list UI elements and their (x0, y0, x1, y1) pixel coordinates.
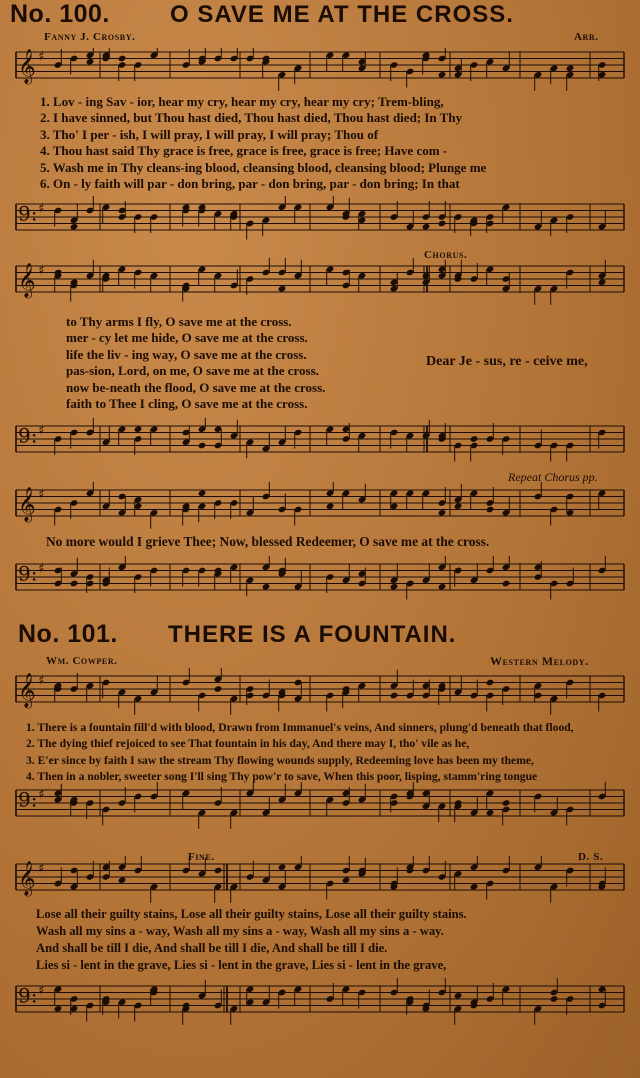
verse-1: 1. There is a fountain fill'd with blood, Drawn from Immanuel's veins, And sinners, plung'd beneath that flood, (26, 721, 574, 734)
hymn-101-line2 (36, 906, 467, 974)
verse-3: 3. E'er since by faith I saw the stream Thy flowing wounds supply, Redeeming love has been my theme, (26, 753, 534, 767)
chorus-label: Chorus. (424, 249, 468, 261)
svg-text:♯: ♯ (38, 673, 45, 689)
line2-verse-6: faith to Thee I cling, O save me at the cross. (66, 396, 308, 412)
hymn-101-verse-lines (26, 720, 574, 786)
line2-verse-1: Lose all their guilty stains, Lose all their guilty stains, Lose all their guilty stains. (36, 907, 467, 921)
verse-4: 4. Then in a nobler, sweeter song I'll sing Thy pow'r to save, When this poor, lisping, stamm'ring tongue (26, 770, 538, 784)
svg-text:𝄞: 𝄞 (18, 861, 36, 896)
verse-5: 5. Wash me in Thy cleans-ing blood, cleansing blood, cleansing blood; Plunge me (40, 159, 487, 175)
line2-verse-3: And shall be till I die, And shall be till I die, And shall be till I die. (36, 941, 388, 955)
svg-text:9:: 9: (18, 787, 38, 812)
hymn-100-title: O SAVE ME AT THE CROSS. (170, 1, 514, 28)
verse-3: 3. Tho' I per - ish, I will pray, I will pray, I will pray; Thou of (40, 126, 379, 142)
line2-verse-2: mer - cy let me hide, O save me at the cross. (66, 330, 308, 346)
svg-text:𝄞: 𝄞 (18, 487, 36, 522)
hymn-100-author: Fanny J. Crosby. (44, 31, 136, 43)
svg-text:♯: ♯ (38, 861, 45, 877)
hymn-100-system-1-bass (0, 196, 640, 242)
hymn-101-author: Wm. Cowper. (46, 655, 118, 667)
svg-text:♯: ♯ (38, 201, 45, 217)
verse-4: 4. Thou hast said Thy grace is free, grace is free, grace is free; Have com - (40, 143, 448, 159)
svg-text:♯: ♯ (38, 787, 45, 803)
svg-text:9:: 9: (18, 423, 38, 448)
svg-text:♯: ♯ (38, 561, 45, 577)
line2-verse-2: Wash all my sins a - way, Wash all my sins a - way, Wash all my sins a - way. (36, 924, 444, 938)
hymn-100-system-3-bass (0, 556, 640, 606)
svg-text:𝄞: 𝄞 (18, 49, 36, 84)
line2-verse-4: Lies si - lent in the grave, Lies si - lent in the grave, Lies si - lent in the grave, (36, 958, 447, 972)
hymn-101-system-1-bass (0, 782, 640, 832)
chorus-start-lyric: Dear Je - sus, re - ceive me, (426, 354, 588, 369)
hymn-101-system-1-treble (0, 668, 640, 718)
hymn-101-tune: Western Melody. (490, 654, 589, 668)
svg-text:♯: ♯ (38, 487, 45, 503)
hymn-100-system-2-treble (0, 258, 640, 308)
verse-1: 1. Lov - ing Sav - ior, hear my cry, hear my cry, hear my cry; Trem-bling, (40, 94, 444, 109)
svg-text:9:: 9: (18, 201, 38, 226)
verse-2: 2. The dying thief rejoiced to see That fountain in his day, And there may I, tho' vile as he, (26, 737, 470, 751)
hymn-100-system-2-bass (0, 418, 640, 468)
hymn-100-verse-lines (40, 94, 486, 192)
svg-text:♯: ♯ (38, 263, 45, 279)
line2-verse-3: life the liv - ing way, O save me at the cross. (66, 346, 307, 362)
hymn-100-system-1-treble (0, 48, 640, 94)
chorus-end-lyric: No more would I grieve Thee; Now, blessed Redeemer, O save me at the cross. (46, 534, 490, 549)
svg-text:𝄞: 𝄞 (18, 673, 36, 708)
line2-verse-4: pas-sion, Lord, on me, O save me at the cross. (66, 363, 319, 379)
verse-2: 2. I have sinned, but Thou hast died, Thou hast died, Thou hast died; In Thy (40, 110, 463, 126)
svg-text:♯: ♯ (38, 983, 45, 999)
verse-6: 6. On - ly faith will par - don bring, par - don bring, par - don bring; In that (40, 176, 460, 192)
svg-text:9:: 9: (18, 983, 38, 1008)
svg-text:♯: ♯ (38, 49, 45, 65)
svg-text:♯: ♯ (38, 423, 45, 439)
line2-verse-5: now be-neath the flood, O save me at the cross. (66, 379, 326, 395)
ds-label: D. S. (578, 851, 604, 863)
hymn-100-system-3-treble (0, 482, 640, 532)
svg-text:𝄞: 𝄞 (18, 263, 36, 298)
line2-verse-1: to Thy arms I fly, O save me at the cross. (66, 314, 292, 329)
hymn-101-title: THERE IS A FOUNTAIN. (168, 621, 457, 648)
hymn-101-system-2-bass (0, 978, 640, 1028)
hymn-100-line2 (66, 314, 325, 412)
svg-text:9:: 9: (18, 561, 38, 586)
hymn-101-system-2-treble (0, 856, 640, 906)
repeat-chorus-label: Repeat Chorus pp. (508, 470, 598, 484)
hymn-100-arranger: Arr. (574, 31, 599, 43)
hymn-101-number: No. 101. (18, 620, 118, 648)
fine-label: Fine. (188, 851, 215, 863)
hymn-100-number: No. 100. (10, 0, 110, 28)
